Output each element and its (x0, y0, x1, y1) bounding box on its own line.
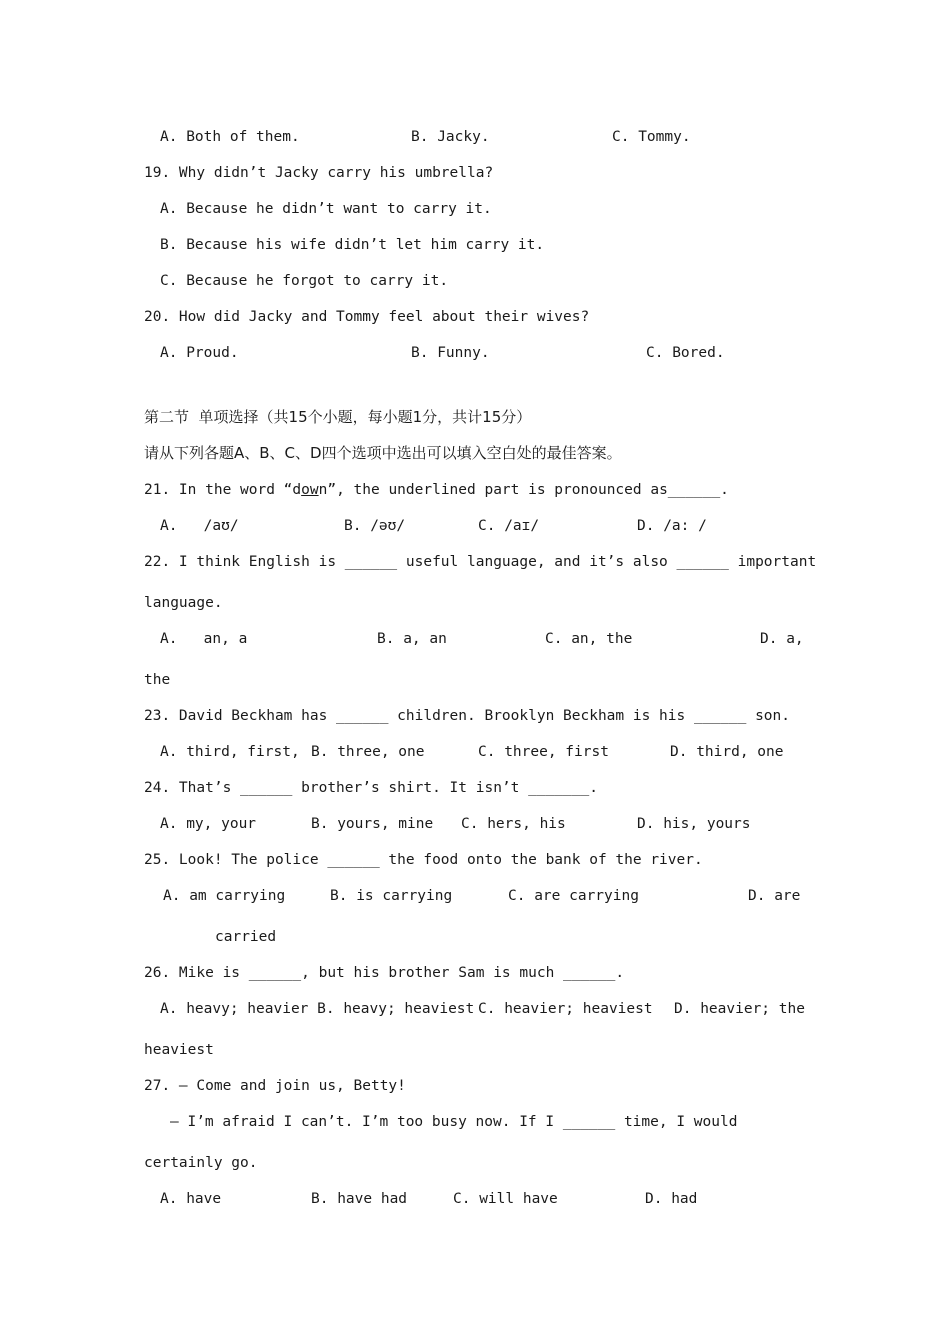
q25-option-a: A. am carrying (163, 888, 286, 904)
q27-option-a: A. have (160, 1191, 222, 1207)
q21-stem (144, 481, 729, 499)
q23-stem: 23. David Beckham has ______ children. Brooklyn Beckham is his ______ son. (144, 708, 791, 724)
q21-underlined-letters: ow (301, 482, 319, 498)
q22-option-b: B. a, an (377, 631, 447, 647)
q27-option-c: C. will have (453, 1191, 558, 1207)
q20-option-c: C. Bored. (646, 345, 725, 361)
section-title: 第二节 单项选择（共15个小题，每小题1分，共计15分） (144, 408, 532, 426)
q24-option-a: A. my, your (160, 816, 257, 832)
q21-stem-pre: 21. In the word “d (144, 482, 302, 498)
q27-dialogue-cont: certainly go. (144, 1155, 258, 1171)
q26-option-d: D. heavier; the (674, 1001, 805, 1017)
q21-option-a: A. /aʊ/ (160, 518, 239, 534)
q22-stem: 22. I think English is ______ useful language, and it’s also ______ important (144, 554, 817, 570)
q27-dialogue-line: — I’m afraid I can’t. I’m too busy now. If I ______ time, I would (170, 1114, 738, 1130)
q23-option-d: D. third, one (670, 744, 784, 760)
q26-option-c: C. heavier; heaviest (478, 1001, 653, 1017)
q19-stem: 19. Why didn’t Jacky carry his umbrella? (144, 165, 494, 181)
q25-stem: 25. Look! The police ______ the food onto the bank of the river. (144, 852, 703, 868)
q22-stem-cont: language. (144, 595, 223, 611)
q25-option-d-cont: carried (215, 929, 277, 945)
q23-option-b: B. three, one (311, 744, 425, 760)
q20-stem: 20. How did Jacky and Tommy feel about their wives? (144, 309, 590, 325)
q23-option-c: C. three, first (478, 744, 609, 760)
q27-option-b: B. have had (311, 1191, 408, 1207)
q24-stem: 24. That’s ______ brother’s shirt. It isn’t _______. (144, 780, 598, 796)
q22-option-d-cont: the (144, 672, 171, 688)
q22-option-d: D. a, (760, 631, 804, 647)
q25-option-d: D. are (748, 888, 801, 904)
q24-option-b: B. yours, mine (311, 816, 434, 832)
q20-option-b: B. Funny. (411, 345, 490, 361)
q26-option-d-cont: heaviest (144, 1042, 214, 1058)
q23-option-a: A. third, first, (160, 744, 300, 760)
q24-option-d: D. his, yours (637, 816, 751, 832)
q27-stem: 27. — Come and join us, Betty! (144, 1078, 406, 1094)
q21-option-d: D. /a: / (637, 518, 707, 534)
q26-stem: 26. Mike is ______, but his brother Sam is much ______. (144, 965, 625, 981)
q20-option-a: A. Proud. (160, 345, 239, 361)
section-instruction: 请从下列各题A、B、C、D四个选项中选出可以填入空白处的最佳答案。 (144, 444, 622, 462)
q27-option-d: D. had (645, 1191, 698, 1207)
q19-option-a: A. Because he didn’t want to carry it. (160, 201, 492, 217)
q21-option-c: C. /aɪ/ (478, 518, 540, 534)
q21-stem-post: n”, the underlined part is pronounced as______. (318, 482, 729, 498)
q25-option-c: C. are carrying (508, 888, 639, 904)
q18-option-b: B. Jacky. (411, 129, 490, 145)
q19-option-b: B. Because his wife didn’t let him carry it. (160, 237, 545, 253)
q26-options-ab: A. heavy; heavier B. heavy; heaviest (160, 1001, 475, 1017)
q22-option-c: C. an, the (545, 631, 633, 647)
q18-option-c: C. Tommy. (612, 129, 691, 145)
q22-option-a: A. an, a (160, 631, 248, 647)
q19-option-c: C. Because he forgot to carry it. (160, 273, 449, 289)
q24-option-c: C. hers, his (461, 816, 566, 832)
q21-option-b: B. /əʊ/ (344, 518, 406, 534)
q25-option-b: B. is carrying (330, 888, 453, 904)
q18-option-a: A. Both of them. (160, 129, 300, 145)
